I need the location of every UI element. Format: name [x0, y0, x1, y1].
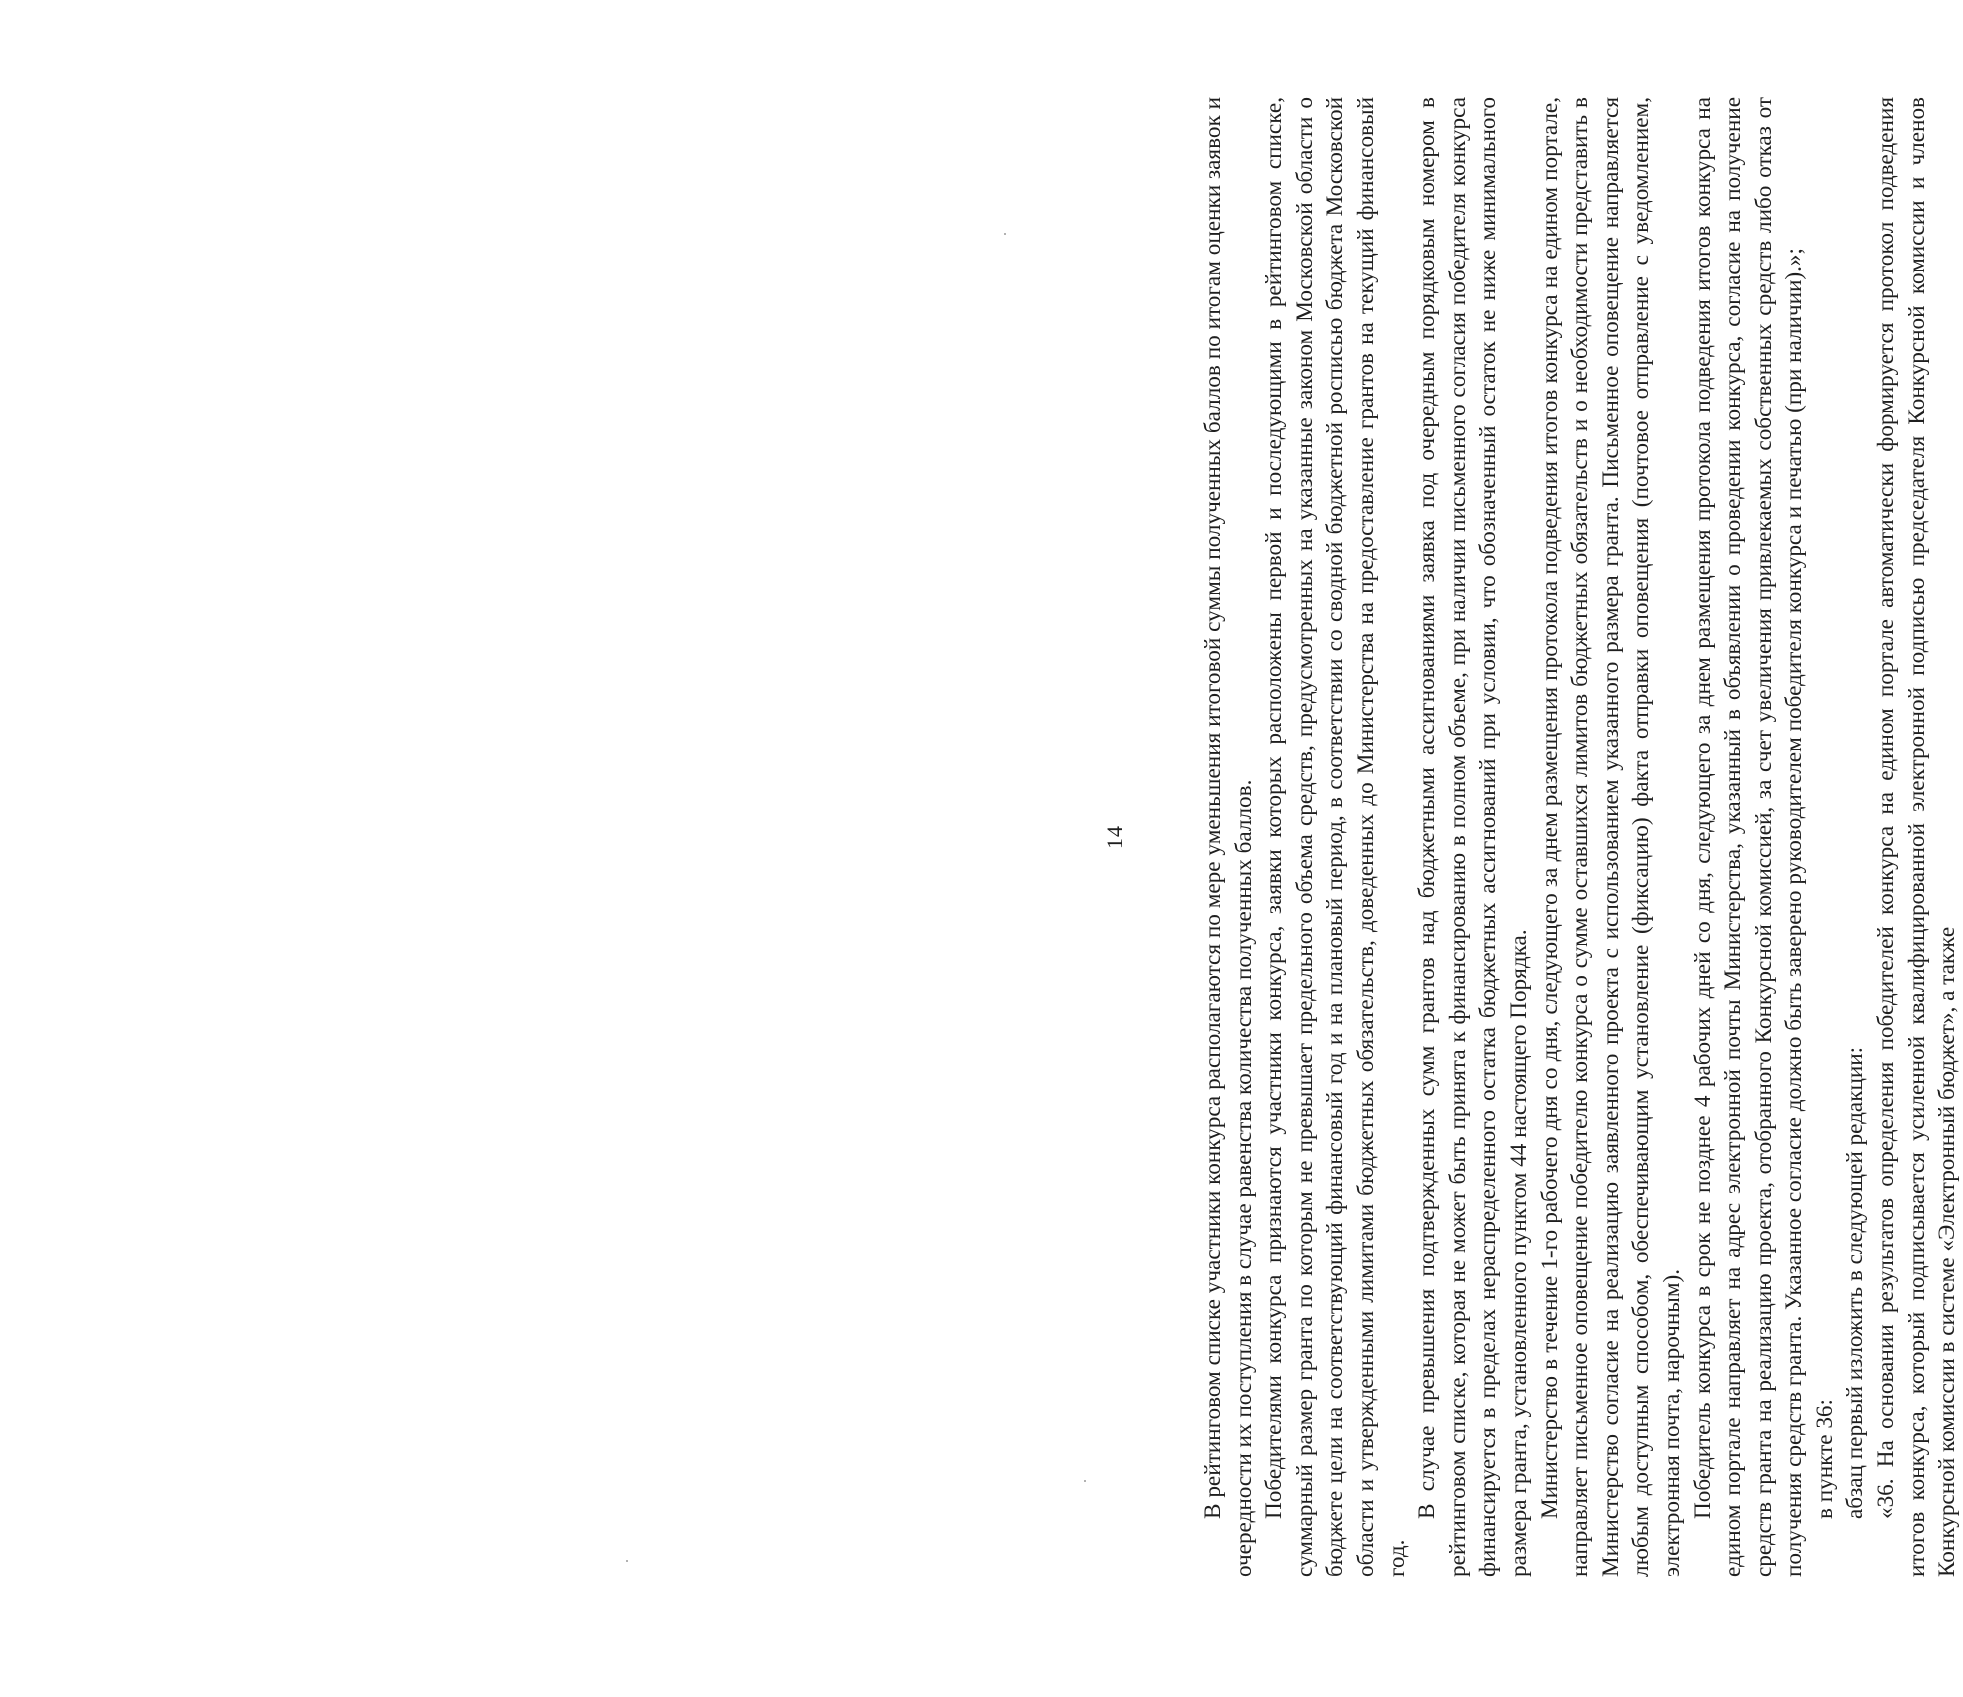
- paragraph-rating-list: В рейтинговом списке участники конкурса располагаются по мере уменьшения итоговой суммы полученных баллов по итогам оценки заявок и очередности их поступления в случае равенства количества полученных баллов.: [1200, 97, 1257, 1577]
- page-number: 14: [1102, 825, 1127, 849]
- scan-speck: [1084, 1480, 1086, 1482]
- paragraph-excess-grants: В случае превышения подтвержденных сумм грантов над бюджетными ассигнованиями заявка под очередным порядковым номером в рейтинговом списке, которая не может быть принята к финансированию в полном объеме, при наличии письменного согласия победителя конкурса финансируется в пределах нераспределенного остатка бюджетных ассигнований при условии, что обозначенный остаток не ниже минимального размера гранта, установленного пунктом 44 настоящего Порядка.: [1414, 97, 1532, 1577]
- paragraph-first-abzats: абзац первый изложить в следующей редакции:: [1842, 1046, 1869, 1519]
- paragraph-new-clause-36: «36. На основании результатов определения победителей конкурса на едином портале автоматически формируется протокол подведения итогов конкурса, который подписывается усиленной квалифицированной электронной подписью председателя Конкурсной комиссии и членов Конкурсной комиссии в системе «Электронный бюджет», а также: [1873, 97, 1961, 1577]
- paragraph-winners: Победителями конкурса признаются участники конкурса, заявки которых расположены первой и последующими в рейтинговом списке, суммарный размер гранта по которым не превышает предельного объема средств, предусмотренных на указанные законом Московской области о бюджете цели на соответствующий финансовый год и на плановый период, в соответствии со сводной бюджетной росписью бюджета Московской области и утвержденными лимитами бюджетных обязательств, доведенных до Министерства на предоставление грантов на текущий финансовый год.: [1261, 97, 1410, 1577]
- body-text: [1198, 97, 1963, 1577]
- paragraph-clause-36: в пункте 36:: [1811, 1399, 1838, 1519]
- paragraph-ministry-notice: Министерство в течение 1-го рабочего дня со дня, следующего за днем размещения протокола подведения итогов конкурса на едином портале, направляет письменное оповещение победителю конкурса о сумме оставшихся лимитов бюджетных обязательств и о необходимости представить в Министерство согласие на реализацию заявленного проекта с использованием указанного размера гранта. Письменное оповещение направляется любым доступным способом, обеспечивающим установление (фиксацию) факта отправки оповещения (почтовое отправление с уведомлением, электронная почта, нарочным).: [1536, 97, 1685, 1577]
- scan-speck: [626, 1560, 628, 1562]
- paragraph-winner-consent: Победитель конкурса в срок не позднее 4 рабочих дней со дня, следующего за днем размещения протокола подведения итогов конкурса на едином портале направляет на адрес электронной почты Министерства, указанный в объявлении о проведении конкурса, согласие на получение средств гранта на реализацию проекта, отобранного Конкурсной комиссией, за счет увеличения привлекаемых собственных средств либо отказ от получения средств гранта. Указанное согласие должно быть заверено руководителем победителя конкурса и печатью (при наличии).»;: [1689, 97, 1808, 1577]
- rotated-page-content: [1102, 97, 1961, 1577]
- scan-speck: [1004, 233, 1006, 235]
